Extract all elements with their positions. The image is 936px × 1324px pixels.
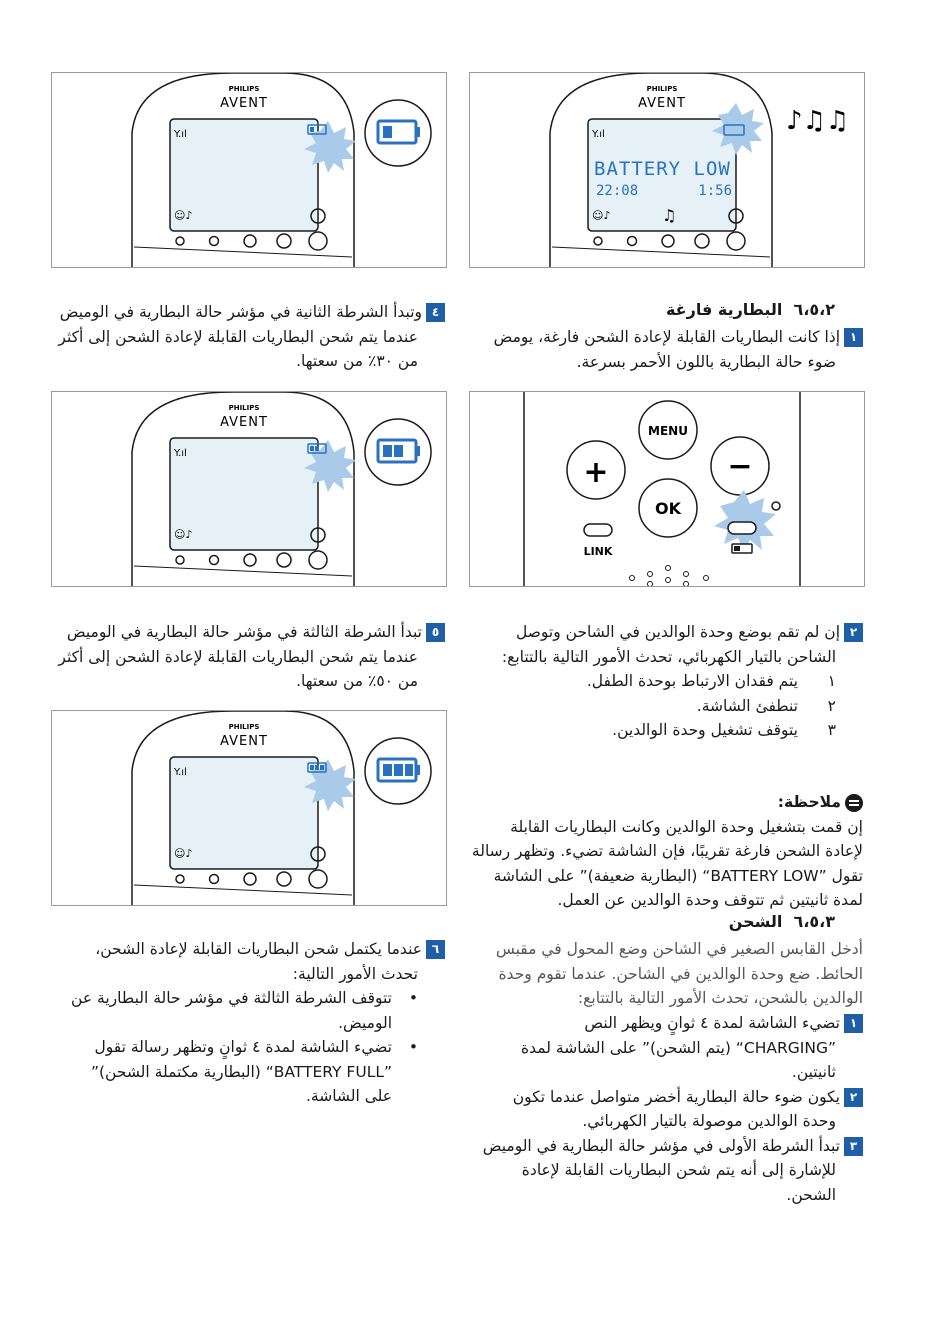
section-number: ٦،٥،٢ <box>793 300 835 319</box>
step-number: ٥ <box>426 623 445 642</box>
section-heading-charging <box>500 912 835 931</box>
battery-status-light <box>728 522 756 534</box>
bullet-text: تتوقف الشرطة الثالثة في مؤشر حالة البطارية عن <box>71 989 392 1007</box>
brand-top: PHILIPS <box>646 85 678 93</box>
step-text: عندما يكتمل شحن البطاريات القابلة لإعادة الشحن، <box>95 940 422 958</box>
list-item: يتم فقدان الارتباط بوحدة الطفل. <box>586 672 798 690</box>
section-number: ٦،٥،٣ <box>793 912 835 931</box>
bullet-text: الوميض. <box>338 1013 392 1032</box>
list-number: ٣ <box>827 721 836 739</box>
lcd-count: 1:56 <box>698 183 732 199</box>
step-text: ضوء حالة البطارية باللون الأحمر بسرعة. <box>576 352 836 371</box>
list-item: يتوقف تشغيل وحدة الوالدين. <box>612 721 798 739</box>
lcd-time: 22:08 <box>596 183 639 199</box>
signal-icon: Y.ıl <box>174 129 187 140</box>
ok-label: OK <box>655 499 681 518</box>
step-text: وتبدأ الشرطة الثانية في مؤشر حالة البطارية في الوميض <box>59 303 422 321</box>
list-item: تنطفئ الشاشة. <box>696 696 798 715</box>
zoom-circle <box>365 100 431 166</box>
step-1-empty <box>469 325 863 374</box>
alarm-music-icon: ♪♫♫ <box>786 106 850 136</box>
step-text: وحدة الوالدين موصولة بالتيار الكهربائي. <box>582 1112 836 1130</box>
brand-top: PHILIPS <box>228 723 260 731</box>
plus-label: + <box>583 455 609 490</box>
device-illustration <box>52 711 446 905</box>
figure-battery-one-bar <box>51 72 447 268</box>
device-illustration <box>52 392 446 586</box>
bullet-text: على الشاشة. <box>305 1087 392 1105</box>
section-title: الشحن <box>728 912 783 931</box>
step-text: تبدأ الشرطة الأولى في مؤشر حالة البطارية في الوميض <box>482 1136 840 1155</box>
step-6 <box>51 937 445 1109</box>
step-text: تضيء الشاشة لمدة ٤ ثوانٍ ويظهر النص <box>584 1014 840 1032</box>
section-title: البطارية فارغة <box>665 300 783 319</box>
step-text: عندما يتم شحن البطاريات القابلة لإعادة الشحن إلى أكثر <box>58 327 418 346</box>
step-5 <box>51 620 445 694</box>
talk-icon: ☺♪ <box>174 528 193 541</box>
note-text: لإعادة الشحن فارغة تقريبًا، فإن الشاشة تضيء. وتظهر رسالة <box>471 842 863 860</box>
step-text: يكون ضوء حالة البطارية أخضر متواصل عندما تكون <box>512 1087 840 1106</box>
step-text: الشاحن بالتيار الكهربائي، تحدث الأمور التالية بالتتابع: <box>501 647 836 666</box>
step-number: ٣ <box>844 1137 863 1156</box>
battery-low-text: BATTERY LOW <box>594 158 731 180</box>
blink-burst <box>714 490 776 552</box>
step-text: ”CHARGING“ (يتم الشحن)” على الشاشة لمدة <box>521 1038 836 1057</box>
note-block <box>469 790 863 913</box>
menu-label: MENU <box>648 424 688 438</box>
list-number: ١ <box>827 672 836 690</box>
bullet: • <box>408 1038 418 1056</box>
note-text: تقول ”BATTERY LOW“ (البطارية ضعيفة)” على الشاشة <box>493 866 863 885</box>
step-text: إن لم تقم بوضع وحدة الوالدين في الشاحن وتوصل <box>516 623 840 641</box>
device-illustration <box>52 73 446 267</box>
talk-icon: ☺♪ <box>174 209 193 222</box>
step-text: الشحن. <box>786 1185 836 1204</box>
brand-bottom: AVENT <box>220 96 268 111</box>
brand-top: PHILIPS <box>228 85 260 93</box>
brand-bottom: AVENT <box>220 415 268 430</box>
step-text: عندما يتم شحن البطاريات القابلة لإعادة الشحن إلى أكثر <box>58 647 418 666</box>
speaker-holes <box>630 566 709 587</box>
step-number: ١ <box>844 1014 863 1033</box>
figure-battery-low <box>469 72 865 268</box>
device-illustration-battery-low <box>470 73 864 267</box>
link-light <box>584 524 612 536</box>
intro-text: أدخل القابس الصغير في الشاحن وضع المحول في مقبس <box>495 940 863 958</box>
buttons-illustration <box>470 392 864 586</box>
step-text: إذا كانت البطاريات القابلة لإعادة الشحن فارغة، يومض <box>493 328 840 346</box>
link-label: LINK <box>583 545 613 558</box>
step-text: ثانيتين. <box>791 1063 836 1081</box>
step-text: تحدث الأمور التالية: <box>292 964 418 983</box>
step-number: ٢ <box>844 1088 863 1107</box>
charging-steps <box>469 1011 863 1207</box>
intro-text: الحائط. ضع وحدة الوالدين في الشاحن. عندما تقوم وحدة <box>498 964 863 983</box>
signal-icon: Y.ıl <box>174 448 187 459</box>
step-text: من ٣٠٪ من سعتها. <box>296 352 418 370</box>
figure-battery-three-bars <box>51 710 447 906</box>
step-number: ١ <box>844 328 863 347</box>
talk-icon: ☺♪ <box>174 847 193 860</box>
signal-icon: Y.ıl <box>592 129 605 140</box>
brand-bottom: AVENT <box>220 734 268 749</box>
brand-bottom: AVENT <box>638 96 686 111</box>
step-text: للإشارة إلى أنه يتم شحن البطاريات القابلة لإعادة <box>521 1161 836 1179</box>
note-icon <box>845 794 863 812</box>
step-number: ٢ <box>844 623 863 642</box>
list-number: ٢ <box>827 696 836 715</box>
step-number: ٦ <box>426 940 445 959</box>
brand-top: PHILIPS <box>228 404 260 412</box>
bullet-text: تضيء الشاشة لمدة ٤ ثوانٍ وتظهر رسالة تقول <box>94 1038 392 1056</box>
step-4 <box>51 300 445 374</box>
step-text: من ٥٠٪ من سعتها. <box>296 672 418 690</box>
music-note-icon: ♫ <box>662 206 677 225</box>
note-text: لمدة ثانيتين ثم تتوقف وحدة الوالدين عن العمل. <box>557 891 863 909</box>
talk-icon: ☺♪ <box>592 209 611 222</box>
bullet-text: ”BATTERY FULL“ (البطارية مكتملة الشحن)” <box>90 1062 392 1081</box>
step-number: ٤ <box>426 303 445 322</box>
minus-label: − <box>727 449 753 484</box>
figure-control-buttons <box>469 391 865 587</box>
charging-intro <box>469 937 863 1011</box>
bullet: • <box>408 989 418 1007</box>
step-2-empty <box>469 620 863 743</box>
intro-text: الوالدين بالشحن، تحدث الأمور التالية بالتتابع: <box>577 989 863 1007</box>
figure-battery-two-bars <box>51 391 447 587</box>
signal-icon: Y.ıl <box>174 767 187 778</box>
section-heading-battery-empty <box>500 300 835 319</box>
note-title: ملاحظة: <box>777 793 841 811</box>
step-text: تبدأ الشرطة الثالثة في مؤشر حالة البطارية في الوميض <box>66 623 422 641</box>
note-text: إن قمت بتشغيل وحدة الوالدين وكانت البطاريات القابلة <box>510 817 863 836</box>
